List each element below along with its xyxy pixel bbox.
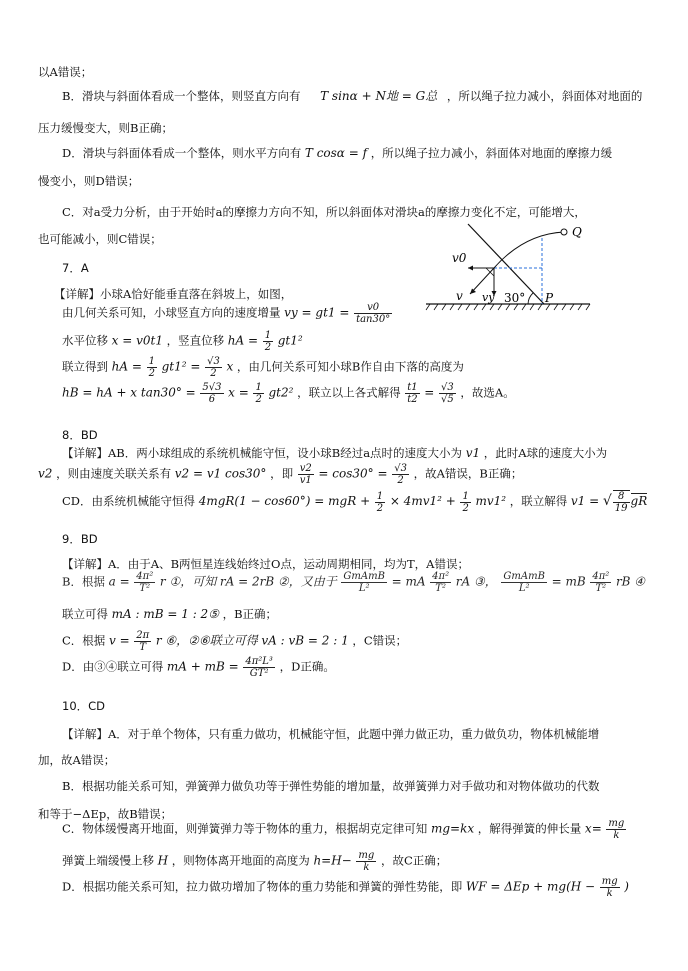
label-v: v [456, 289, 463, 303]
line-text: ，则由速度关联关系有 [56, 466, 172, 481]
formula: T cosα = f [304, 146, 368, 160]
text-line [38, 64, 92, 80]
line-text: 压力缓慢变大，则B正确； [38, 121, 173, 135]
fraction-num: mg [601, 876, 618, 887]
line-text: ，竖直位移 [166, 333, 225, 348]
formula: vA : vB = 2 : 1 [261, 633, 349, 648]
fraction [375, 491, 385, 514]
fraction [205, 356, 222, 379]
formula: hA = [111, 359, 142, 374]
label-p: P [545, 291, 554, 305]
text-line [62, 490, 647, 514]
formula: rA ③， [455, 574, 497, 589]
formula: mv1² [475, 494, 507, 508]
fraction [147, 356, 157, 379]
text-line [62, 145, 612, 161]
formula: v1 [465, 446, 481, 460]
fraction-num: 4π² [136, 571, 154, 582]
text-line [62, 606, 277, 622]
line-text: ，联立以上各式解得 [297, 385, 401, 400]
formula: v = [108, 633, 130, 648]
formula: hB = hA + x tan30° = [62, 385, 196, 400]
line-text: ，则物体离开地面的高度为 [171, 853, 310, 868]
fraction-num: 1 [255, 382, 262, 393]
fraction [134, 571, 155, 594]
fraction-den: L² [518, 583, 530, 594]
fraction-num: v2 [299, 463, 312, 474]
fraction-den: 6 [208, 394, 216, 405]
fraction-den: 2 [376, 502, 384, 514]
text-line [38, 173, 139, 189]
projectile-diagram [424, 222, 594, 322]
fraction-num: mg [608, 818, 625, 829]
formula: x = [228, 385, 249, 400]
v-arrowhead [470, 289, 476, 295]
fraction [253, 382, 263, 405]
formula: hA = [227, 333, 259, 348]
sqrt-sign: √ [602, 493, 612, 509]
fraction-den: v1 [299, 475, 312, 486]
line-text: 以A错误； [38, 65, 93, 79]
text-line [62, 571, 645, 594]
formula: rB ④ [615, 574, 646, 589]
fraction [430, 571, 451, 594]
fraction-den: 2 [462, 502, 469, 514]
text-line [62, 876, 629, 899]
text-line [38, 463, 522, 486]
fraction [613, 490, 630, 514]
text-line [62, 850, 447, 873]
formula: v2 = v1 cos30° [174, 466, 267, 481]
text-line [62, 88, 642, 104]
fraction [600, 876, 620, 899]
line-text: ，解得弹簧的伸长量 [477, 821, 582, 836]
fraction-den: t2 [407, 394, 418, 405]
point-q [561, 229, 567, 235]
fraction-num: 2π [136, 630, 150, 641]
formula: H [157, 853, 169, 868]
line-text: ，B正确； [222, 607, 278, 621]
text-line [62, 330, 303, 353]
formula: gR [630, 494, 648, 508]
line-text: ，故选A。 [460, 385, 515, 400]
formula: gt2² [268, 385, 294, 400]
formula: r ⑥，②⑥联立可得 [155, 633, 258, 648]
formula: mg=kx [430, 821, 475, 836]
formula: = [424, 385, 435, 400]
fraction-num: √3 [207, 356, 220, 367]
text-line [62, 556, 469, 572]
label-vy: vy [482, 291, 495, 304]
fraction-num: 8 [613, 491, 630, 503]
line-text: ，故A错误，B正确； [413, 466, 523, 481]
fraction-num: 4π² [592, 571, 610, 582]
fraction-den: k [363, 862, 370, 873]
fraction [134, 630, 151, 653]
fraction [460, 491, 470, 514]
line-text: 慢变小，则D错误； [38, 174, 140, 188]
text-line [62, 204, 586, 220]
text-line [62, 630, 407, 653]
fraction [298, 463, 314, 486]
question-number: 9．BD [62, 532, 98, 546]
formula: = mB [551, 574, 586, 589]
line-text: D．根据功能关系可知，拉力做功增加了物体的重力势能和弹簧的弹性势能，即 [62, 879, 463, 894]
formula: mA + mB = [166, 659, 239, 674]
line-text: ，此时A球的速度大小为 [483, 446, 608, 460]
fraction-den: 2 [255, 394, 262, 405]
fraction-den: tan30° [356, 314, 391, 325]
angle-arc [528, 293, 533, 304]
formula: r ①，可知 [159, 574, 217, 589]
fraction [439, 382, 456, 405]
line-text: 也可能减小，则C错误； [38, 232, 162, 246]
formula: ) [624, 879, 629, 894]
fraction-num: √3 [394, 463, 407, 474]
line-text: B．根据 [62, 574, 105, 589]
fraction [243, 656, 275, 679]
line-text: D．滑块与斜面体看成一个整体，则水平方向有 [62, 146, 302, 160]
formula: mA : mB = 1 : 2⑤ [111, 607, 219, 621]
formula: gt1² [277, 333, 303, 348]
fraction-den: T² [435, 583, 446, 594]
formula: = cos30° = [318, 466, 388, 481]
fraction-num: v0 [354, 302, 392, 314]
label-angle: 30° [504, 291, 526, 305]
line-text: 水平位移 [62, 333, 108, 348]
formula: 4mgR(1 − cos60°) = mgR + [198, 494, 371, 508]
fraction [590, 571, 611, 594]
fraction-num: 1 [376, 490, 384, 502]
fraction-num: t1 [407, 382, 418, 393]
line-text: ，所以绳子拉力减小，斜面体对地面的 [446, 89, 643, 103]
text-line [38, 120, 173, 136]
formula: = mA [391, 574, 426, 589]
fraction [606, 818, 626, 841]
formula: x [226, 359, 234, 374]
fraction [405, 382, 419, 405]
line-text: 联立得到 [62, 359, 108, 374]
line-text: 弹簧上端缓慢上移 [62, 853, 154, 868]
text-line [38, 752, 115, 768]
text-line [62, 726, 599, 742]
line-text: 【详解】小球A恰好能垂直落在斜坡上，如图， [54, 287, 293, 301]
text-line [62, 382, 515, 405]
v0-arrowhead [468, 266, 473, 271]
line-text: ，联立解得 [509, 494, 568, 508]
line-text: D．由③④联立可得 [62, 659, 164, 674]
fraction [341, 571, 387, 594]
formula: v2 [38, 466, 53, 481]
text-line [62, 778, 599, 794]
label-v0: v0 [452, 251, 467, 265]
fraction [356, 850, 376, 873]
fraction-den: GT² [249, 668, 269, 679]
line-text: B．根据功能关系可知，弹簧弹力做负功等于弹性势能的增加量，故弹簧弹力对手做功和对物体做功的代数 [62, 779, 600, 793]
formula: a = [108, 574, 130, 589]
fraction-num: 1 [462, 490, 469, 502]
question-number: 10．CD [62, 699, 106, 713]
formula: WF = ΔEp + mg(H − [465, 879, 596, 894]
text-line [62, 302, 393, 325]
fraction-num: 4π²L³ [245, 656, 273, 667]
line-text: B．滑块与斜面体看成一个整体，则竖直方向有 [62, 89, 301, 103]
line-text: 加，故A错误； [38, 753, 116, 767]
text-line [38, 231, 162, 247]
fraction [200, 382, 223, 405]
formula: x = v0t1 [111, 333, 163, 348]
fraction-den: 2 [210, 368, 217, 379]
fraction-den: 2 [397, 475, 404, 486]
fraction-den: √5 [441, 394, 454, 405]
fraction-den: T² [139, 583, 151, 594]
fraction-num: 1 [148, 356, 155, 367]
fraction-den: T² [595, 583, 607, 594]
formula: × 4mv1² + [389, 494, 456, 508]
text-line [62, 656, 335, 679]
line-text: ，D正确。 [279, 659, 335, 674]
line-text: C．对a受力分析，由于开始时a的摩擦力方向不知，所以斜面体对滑块a的摩擦力变化不定，可能增大， [62, 205, 586, 219]
formula: T sinα + N地 = G总 [320, 89, 438, 103]
line-text: 由几何关系可知，小球竖直方向的速度增量 [62, 305, 281, 320]
fraction-num: GmAmB [503, 571, 545, 582]
label-q: Q [572, 225, 582, 239]
fraction-num: 1 [264, 330, 272, 341]
fraction [354, 302, 392, 325]
fraction-num: 5√3 [202, 382, 222, 393]
fraction-den: k [606, 888, 613, 899]
line-text: ，即 [270, 466, 294, 481]
line-text: CD．由系统机械能守恒得 [62, 494, 196, 508]
line-text: 【详解】A．对于单个物体，只有重力做功，机械能守恒，此题中弹力做正功，重力做负功，物体机械能增 [62, 727, 600, 741]
fraction-num: GmAmB [343, 571, 385, 582]
formula: h=H− [313, 853, 352, 868]
fraction-num: √3 [441, 382, 454, 393]
fraction [263, 330, 273, 353]
fraction-den: T [139, 642, 147, 653]
formula: rA = 2rB ②，又由于 [219, 574, 337, 589]
line-text: 【详解】A．由于A、B两恒星连线始终过O点，运动周期相同，均为T，A错误； [62, 557, 469, 571]
line-text: ，所以绳子拉力减小，斜面体对地面的摩擦力缓 [370, 146, 613, 160]
formula: gt1² = [161, 359, 201, 374]
fraction-den: 2 [148, 368, 155, 379]
text-line [62, 818, 627, 841]
fraction [501, 571, 547, 594]
question-number: 7．A [62, 261, 89, 275]
formula: vy = gt1 = [284, 305, 350, 320]
question-number: 8．BD [62, 428, 98, 442]
text-line [54, 286, 292, 302]
fraction-num: mg [358, 850, 375, 861]
fraction-num: 4π² [432, 571, 450, 582]
text-line [62, 445, 607, 461]
line-text: 和等于−ΔEp，故B错误； [38, 807, 173, 821]
formula: x= [584, 821, 602, 836]
fraction-den: 2 [264, 342, 272, 353]
fraction-den: L² [358, 583, 370, 594]
formula: v1 = [570, 494, 600, 508]
line-text: C．根据 [62, 633, 106, 648]
line-text: ，故C正确； [380, 853, 448, 868]
line-text: ，C错误； [352, 633, 408, 648]
fraction [392, 463, 409, 486]
line-text: C．物体缓慢离开地面，则弹簧弹力等于物体的重力，根据胡克定律可知 [62, 821, 428, 836]
line-text: 联立可得 [62, 607, 108, 621]
line-text: 【详解】AB．两小球组成的系统机械能守恒，设小球B经过a点时的速度大小为 [62, 446, 463, 460]
fraction-den: k [613, 830, 620, 841]
text-line [62, 356, 464, 379]
line-text: ，由几何关系可知小球B作自由下落的高度为 [236, 359, 464, 374]
fraction-den: 19 [614, 503, 628, 514]
